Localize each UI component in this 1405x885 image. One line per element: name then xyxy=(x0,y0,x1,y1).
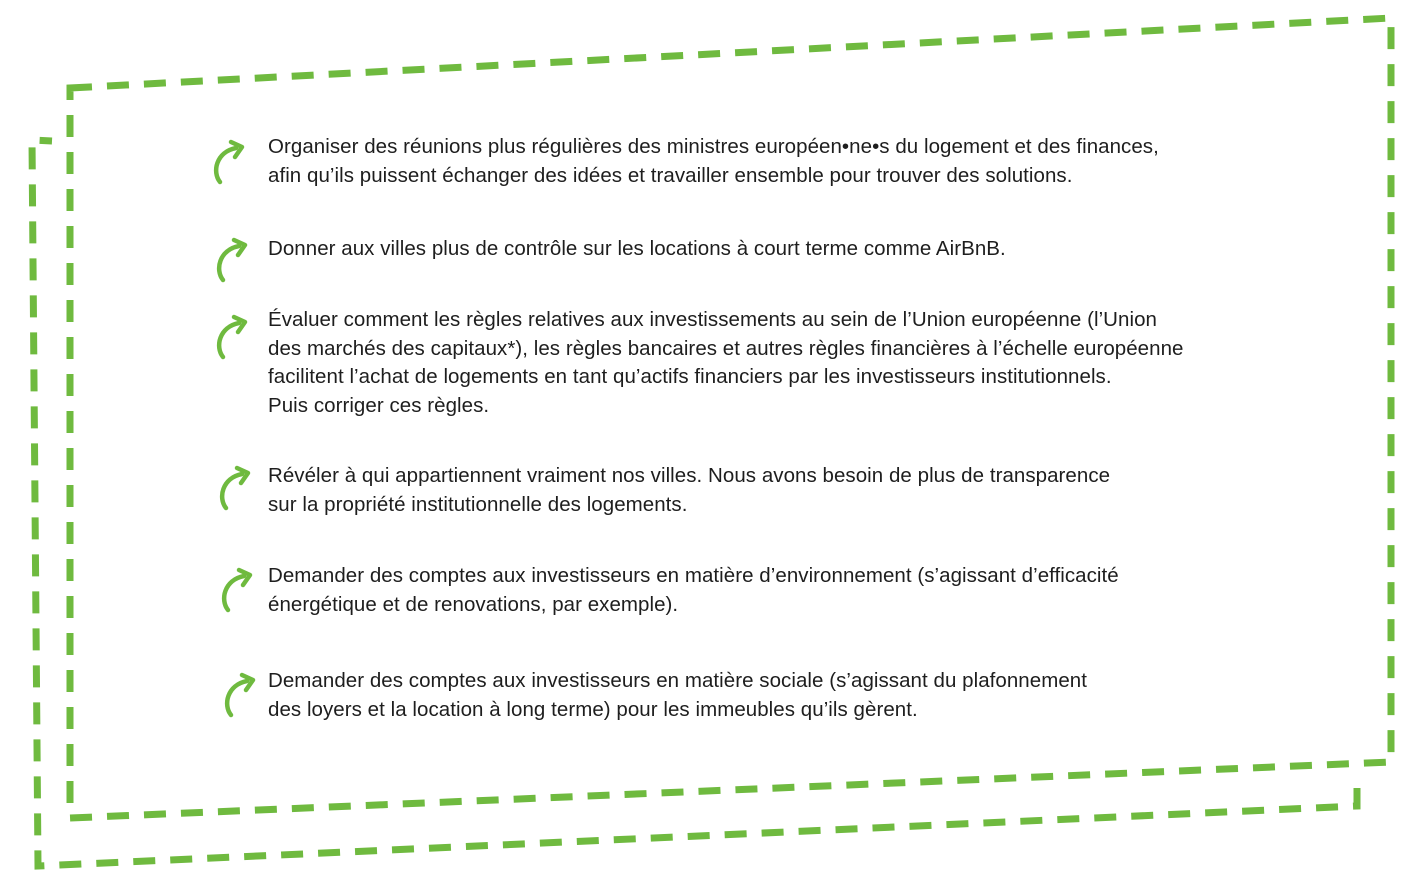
list-item xyxy=(268,462,1358,519)
list-item-line: Révéler à qui appartiennent vraiment nos villes. Nous avons besoin de plus de transparence xyxy=(268,464,1111,487)
list-item-line: facilitent l’achat de logements en tant qu’actifs financiers par les investisseurs institutionnels. xyxy=(268,365,1112,388)
curved-arrow-icon xyxy=(211,236,255,284)
curved-arrow-icon xyxy=(211,313,255,361)
list-item-line: Donner aux villes plus de contrôle sur les locations à court terme comme AirBnB. xyxy=(268,237,1006,260)
list-item xyxy=(268,667,1358,724)
list-item-line: Évaluer comment les règles relatives aux investissements au sein de l’Union européenne (l’Union xyxy=(268,308,1157,331)
list-item-line: Organiser des réunions plus régulières des ministres européen•ne•s du logement et des finances, xyxy=(268,135,1159,158)
curved-arrow-icon xyxy=(219,671,263,719)
list-item-line: Demander des comptes aux investisseurs en matière d’environnement (s’agissant d’efficacité xyxy=(268,564,1119,587)
list-item-line: énergétique et de renovations, par exemple). xyxy=(268,592,679,616)
list-item-line: des loyers et la location à long terme) pour les immeubles qu’ils gèrent. xyxy=(268,697,918,721)
list-item xyxy=(268,562,1358,619)
list-item xyxy=(268,133,1358,190)
list-item-line: des marchés des capitaux*), les règles bancaires et autres règles financières à l’échelle européenne xyxy=(268,336,1184,360)
list-item-line: sur la propriété institutionnelle des logements. xyxy=(268,492,688,516)
curved-arrow-icon xyxy=(214,464,258,512)
list-item-line: afin qu’ils puissent échanger des idées et travailler ensemble pour trouver des solutions. xyxy=(268,163,1073,187)
list-item xyxy=(268,235,1358,264)
list-item xyxy=(268,306,1358,420)
curved-arrow-icon xyxy=(208,138,252,186)
list-item-line: Demander des comptes aux investisseurs en matière sociale (s’agissant du plafonnement xyxy=(268,669,1087,692)
list-item-line: Puis corriger ces règles. xyxy=(268,393,490,417)
curved-arrow-icon xyxy=(216,566,260,614)
